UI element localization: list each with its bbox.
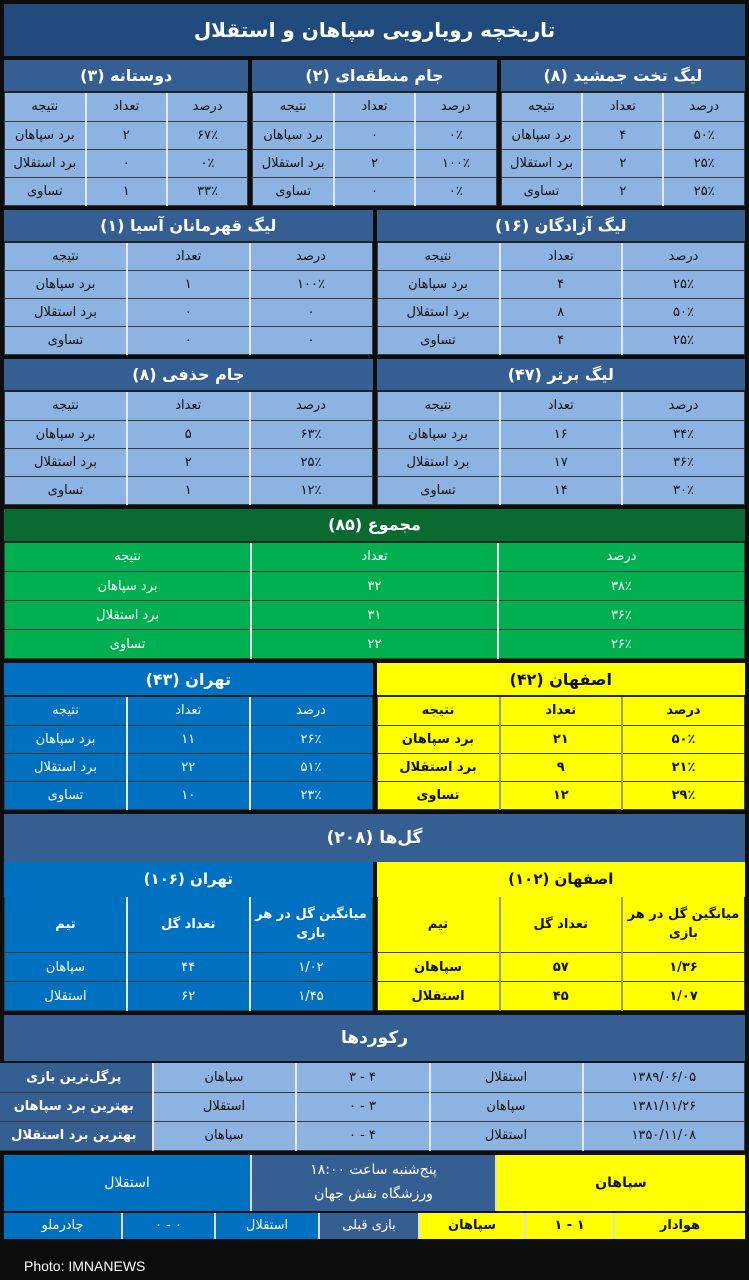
table-cell: تساوی <box>5 327 128 355</box>
column-header: تعداد <box>127 243 250 271</box>
match-info <box>4 1155 745 1239</box>
table-cell: ۳۸٪ <box>498 572 745 601</box>
record-away: استقلال <box>153 1092 296 1121</box>
table-row <box>377 982 745 1011</box>
table-cell: استقلال <box>377 982 500 1011</box>
table-row <box>5 121 248 149</box>
record-score: ۴ - ۳ <box>296 1063 430 1092</box>
table-row <box>501 121 744 149</box>
table-title: اصفهان (۴۲) <box>377 663 746 697</box>
column-header: درصد <box>415 93 496 121</box>
table-cell: ۰ <box>250 327 373 355</box>
table-cell: تساوی <box>501 177 582 205</box>
table-row <box>5 420 373 448</box>
results-table <box>4 697 373 810</box>
header-row <box>5 392 373 420</box>
table-cell: ۲۲ <box>127 753 250 781</box>
table-cell: ۲۱٪ <box>622 753 745 781</box>
table-cell: ۰ <box>127 299 250 327</box>
record-label: پرگل‌ترین بازی <box>0 1063 153 1092</box>
table-row <box>5 448 373 476</box>
match-time: پنج‌شنبه ساعت ۱۸:۰۰ <box>310 1161 437 1178</box>
table-cell: تساوی <box>377 327 500 355</box>
column-header: درصد <box>622 392 745 420</box>
table-title: لیگ تخت جمشید (۸) <box>501 60 745 93</box>
table-cell: ۲۵٪ <box>250 448 373 476</box>
table-cell: ۵۰٪ <box>663 121 744 149</box>
table-cell: برد استقلال <box>5 149 86 177</box>
column-header: درصد <box>622 243 745 271</box>
goals-table <box>4 897 373 1012</box>
table-row <box>5 327 373 355</box>
table-row <box>377 420 745 448</box>
competition-table <box>252 60 496 206</box>
table-cell: برد استقلال <box>5 753 128 781</box>
table-cell: برد سپاهان <box>5 271 128 299</box>
table-cell: برد استقلال <box>377 299 500 327</box>
goals-section <box>4 814 745 1012</box>
table-row <box>377 271 745 299</box>
header-row <box>377 697 745 725</box>
table-title: لیگ قهرمانان آسیا (۱) <box>4 210 373 243</box>
results-table <box>501 93 745 206</box>
table-cell: ۲۶٪ <box>250 725 373 753</box>
column-header: درصد <box>663 93 744 121</box>
away-team: استقلال <box>4 1155 250 1211</box>
table-cell: ۱۴ <box>500 476 623 504</box>
table-row <box>5 572 745 601</box>
column-header: تعداد <box>500 243 623 271</box>
column-header: تعداد <box>86 93 167 121</box>
record-score: ۳ - ۰ <box>296 1092 430 1121</box>
esteghlal-prev-score: ۰ - ۰ <box>121 1213 214 1239</box>
table-cell: برد سپاهان <box>253 121 334 149</box>
table-cell: ۱۰۰٪ <box>415 149 496 177</box>
column-header: درصد <box>498 543 745 572</box>
table-cell: تساوی <box>5 476 128 504</box>
table-row <box>5 177 248 205</box>
competition-table <box>377 359 746 505</box>
table-cell: برد استقلال <box>377 753 500 781</box>
record-score: ۴ - ۰ <box>296 1121 430 1150</box>
table-cell: ۰ <box>127 327 250 355</box>
competitions-row-1 <box>4 60 745 206</box>
table-cell: برد سپاهان <box>5 572 252 601</box>
table-cell: ۰٪ <box>415 177 496 205</box>
table-cell: برد استقلال <box>5 299 128 327</box>
competition-table <box>377 210 746 356</box>
table-cell: ۶۲ <box>127 982 250 1011</box>
table-row <box>5 149 248 177</box>
table-row <box>377 299 745 327</box>
table-cell: ۵۰٪ <box>622 299 745 327</box>
table-cell: ۴۵ <box>500 982 623 1011</box>
column-header: نتیجه <box>501 93 582 121</box>
table-cell: ۲۹٪ <box>622 781 745 809</box>
table-cell: تساوی <box>5 177 86 205</box>
table-cell: ۵۱٪ <box>250 753 373 781</box>
competition-table <box>4 210 373 356</box>
column-header: تعداد <box>127 697 250 725</box>
record-row <box>0 1092 745 1121</box>
header-row <box>377 243 745 271</box>
table-cell: تساوی <box>5 630 252 659</box>
table-cell: ۱ <box>127 271 250 299</box>
table-cell: ۶۷٪ <box>167 121 248 149</box>
column-header: تعداد <box>582 93 663 121</box>
record-date: ۱۳۸۱/۱۱/۲۶ <box>583 1092 745 1121</box>
table-title: تهران (۴۳) <box>4 663 373 697</box>
table-cell: ۳۲ <box>251 572 498 601</box>
table-cell: برد سپاهان <box>377 725 500 753</box>
records-section <box>4 1015 745 1151</box>
table-cell: تساوی <box>377 781 500 809</box>
home-team: سپاهان <box>497 1155 745 1211</box>
table-row <box>5 753 373 781</box>
column-header: نتیجه <box>253 93 334 121</box>
table-cell: ۲۵٪ <box>622 327 745 355</box>
table-cell: ۲ <box>127 448 250 476</box>
results-table <box>4 243 373 356</box>
table-cell: ۰٪ <box>167 149 248 177</box>
header-row <box>5 897 373 953</box>
table-cell: سپاهان <box>377 953 500 982</box>
column-header: تعداد <box>127 392 250 420</box>
goals-city-table <box>377 862 746 1012</box>
results-table <box>252 93 496 206</box>
table-row <box>5 476 373 504</box>
column-header: نتیجه <box>5 243 128 271</box>
table-cell: برد سپاهان <box>5 725 128 753</box>
table-cell: ۱۶ <box>500 420 623 448</box>
table-cell: ۸ <box>500 299 623 327</box>
table-row <box>5 299 373 327</box>
table-cell: ۳۶٪ <box>498 601 745 630</box>
table-cell: تساوی <box>253 177 334 205</box>
esteghlal-prev-opponent: چادرملو <box>4 1213 121 1239</box>
cities-row <box>4 663 745 810</box>
table-cell: ۵۷ <box>500 953 623 982</box>
competitions-row-3 <box>4 359 745 505</box>
column-header: نتیجه <box>5 543 252 572</box>
table-cell: ۲۲ <box>251 630 498 659</box>
record-label: بهترین برد استقلال <box>0 1121 153 1150</box>
column-header: تعداد گل <box>127 897 250 953</box>
table-cell: ۴ <box>582 121 663 149</box>
table-cell: تساوی <box>377 476 500 504</box>
table-cell: ۱/۰۲ <box>250 953 373 982</box>
column-header: تعداد <box>500 697 623 725</box>
table-row <box>377 753 745 781</box>
column-header: نتیجه <box>5 697 128 725</box>
table-cell: ۱ <box>86 177 167 205</box>
header-row <box>5 243 373 271</box>
table-row <box>377 953 745 982</box>
table-row <box>501 149 744 177</box>
goals-table <box>377 897 746 1012</box>
match-venue: ورزشگاه نقش جهان <box>314 1185 433 1202</box>
competitions-row-2 <box>4 210 745 356</box>
table-cell: ۲۶٪ <box>498 630 745 659</box>
column-header: نتیجه <box>5 392 128 420</box>
table-row <box>253 177 496 205</box>
table-cell: تساوی <box>5 781 128 809</box>
table-title: دوستانه (۳) <box>4 60 248 93</box>
records-table <box>0 1063 745 1151</box>
table-cell: برد استقلال <box>253 149 334 177</box>
column-header: تیم <box>5 897 128 953</box>
column-header: میانگین گل در هر بازی <box>250 897 373 953</box>
table-cell: ۲ <box>582 149 663 177</box>
results-table <box>4 93 248 206</box>
table-title: جام منطقه‌ای (۲) <box>252 60 496 93</box>
table-cell: ۲۱ <box>500 725 623 753</box>
total-table <box>4 509 745 660</box>
city-table <box>377 663 746 810</box>
table-title: مجموع (۸۵) <box>4 509 745 543</box>
table-cell: ۲ <box>334 149 415 177</box>
city-table <box>4 663 373 810</box>
results-table <box>4 392 373 505</box>
results-table <box>377 392 746 505</box>
table-cell: ۳۶٪ <box>622 448 745 476</box>
column-header: درصد <box>622 697 745 725</box>
table-row <box>377 448 745 476</box>
table-row <box>377 781 745 809</box>
record-label: بهترین برد سپاهان <box>0 1092 153 1121</box>
column-header: تیم <box>377 897 500 953</box>
table-cell: ۳۱ <box>251 601 498 630</box>
table-cell: برد سپاهان <box>377 420 500 448</box>
table-cell: ۱۲ <box>500 781 623 809</box>
table-row <box>501 177 744 205</box>
table-cell: ۰ <box>86 149 167 177</box>
table-cell: برد سپاهان <box>5 420 128 448</box>
table-cell: ۱۰۰٪ <box>250 271 373 299</box>
column-header: تعداد <box>334 93 415 121</box>
column-header: درصد <box>167 93 248 121</box>
table-row <box>5 630 745 659</box>
table-cell: ۲۳٪ <box>250 781 373 809</box>
table-cell: ۳۴٪ <box>622 420 745 448</box>
table-cell: ۴ <box>500 327 623 355</box>
header-row <box>501 93 744 121</box>
record-date: ۱۳۸۹/۰۶/۰۵ <box>583 1063 745 1092</box>
record-away: سپاهان <box>153 1063 296 1092</box>
table-cell: ۱۲٪ <box>250 476 373 504</box>
column-header: درصد <box>250 243 373 271</box>
previous-match-label: بازی قبلی <box>318 1213 418 1239</box>
column-header: درصد <box>250 392 373 420</box>
table-cell: برد استقلال <box>377 448 500 476</box>
column-header: میانگین گل در هر بازی <box>622 897 745 953</box>
table-row <box>253 121 496 149</box>
page-title: تاریخچه رویارویی سپاهان و استقلال <box>4 4 745 60</box>
table-cell: ۰ <box>334 177 415 205</box>
results-table <box>4 543 745 660</box>
table-title: جام حذفی (۸) <box>4 359 373 392</box>
table-cell: ۱ <box>127 476 250 504</box>
table-cell: ۰ <box>334 121 415 149</box>
table-row <box>253 149 496 177</box>
table-cell: ۶۳٪ <box>250 420 373 448</box>
header-row <box>253 93 496 121</box>
record-row <box>0 1121 745 1150</box>
results-table <box>377 697 746 810</box>
table-cell: سپاهان <box>5 953 128 982</box>
table-row <box>5 781 373 809</box>
esteghlal-prev-team: استقلال <box>214 1213 318 1239</box>
competition-table <box>501 60 745 206</box>
goals-title: گل‌ها (۲۰۸) <box>4 814 745 862</box>
table-cell: ۱/۰۷ <box>622 982 745 1011</box>
table-cell: ۲ <box>86 121 167 149</box>
record-home: استقلال <box>430 1063 583 1092</box>
column-header: نتیجه <box>5 93 86 121</box>
table-cell: ۵۰٪ <box>622 725 745 753</box>
table-cell: استقلال <box>5 982 128 1011</box>
table-title: لیگ آزادگان (۱۶) <box>377 210 746 243</box>
table-cell: ۱/۴۵ <box>250 982 373 1011</box>
record-date: ۱۳۵۰/۱۱/۰۸ <box>583 1121 745 1150</box>
record-away: سپاهان <box>153 1121 296 1150</box>
column-header: نتیجه <box>377 243 500 271</box>
header-row <box>5 697 373 725</box>
goals-city-table <box>4 862 373 1012</box>
match-time-venue <box>250 1155 497 1211</box>
sepahan-prev-team: سپاهان <box>418 1213 524 1239</box>
table-cell: برد استقلال <box>5 448 128 476</box>
table-cell: ۲۵٪ <box>663 149 744 177</box>
table-cell: ۱۷ <box>500 448 623 476</box>
column-header: درصد <box>250 697 373 725</box>
records-title: رکوردها <box>4 1015 745 1063</box>
table-cell: ۹ <box>500 753 623 781</box>
header-row <box>377 392 745 420</box>
table-cell: ۳۰٪ <box>622 476 745 504</box>
fans-label: هوادار <box>613 1213 745 1239</box>
table-row <box>5 953 373 982</box>
total-row <box>4 509 745 660</box>
column-header: تعداد گل <box>500 897 623 953</box>
header-row <box>5 543 745 572</box>
table-cell: ۰٪ <box>415 121 496 149</box>
table-cell: ۴۴ <box>127 953 250 982</box>
table-title: لیگ برتر (۴۷) <box>377 359 746 392</box>
header-row <box>377 897 745 953</box>
table-cell: برد استقلال <box>5 601 252 630</box>
table-cell: ۲۵٪ <box>622 271 745 299</box>
record-home: استقلال <box>430 1121 583 1150</box>
table-cell: برد سپاهان <box>377 271 500 299</box>
photo-credit: Photo: IMNANEWS <box>24 1258 146 1274</box>
table-cell: ۱۱ <box>127 725 250 753</box>
sepahan-prev-score: ۱ - ۱ <box>524 1213 613 1239</box>
table-row <box>377 476 745 504</box>
table-cell: ۲۵٪ <box>663 177 744 205</box>
table-cell: ۰ <box>250 299 373 327</box>
record-row <box>0 1063 745 1092</box>
column-header: تعداد <box>251 543 498 572</box>
table-cell: برد سپاهان <box>5 121 86 149</box>
header-row <box>5 93 248 121</box>
table-row <box>377 725 745 753</box>
competition-table <box>4 359 373 505</box>
table-row <box>5 725 373 753</box>
table-cell: ۴ <box>500 271 623 299</box>
table-cell: برد استقلال <box>501 149 582 177</box>
table-row <box>5 271 373 299</box>
goals-row <box>4 862 745 1012</box>
record-home: سپاهان <box>430 1092 583 1121</box>
column-header: نتیجه <box>377 392 500 420</box>
results-table <box>377 243 746 356</box>
table-cell: ۱/۳۶ <box>622 953 745 982</box>
goals-city-title: اصفهان (۱۰۲) <box>377 862 746 897</box>
competition-table <box>4 60 248 206</box>
table-cell: ۵ <box>127 420 250 448</box>
table-row <box>5 601 745 630</box>
column-header: تعداد <box>500 392 623 420</box>
table-row <box>377 327 745 355</box>
table-cell: ۲ <box>582 177 663 205</box>
table-cell: برد سپاهان <box>501 121 582 149</box>
table-cell: ۳۳٪ <box>167 177 248 205</box>
column-header: نتیجه <box>377 697 500 725</box>
goals-city-title: تهران (۱۰۶) <box>4 862 373 897</box>
table-cell: ۱۰ <box>127 781 250 809</box>
table-row <box>5 982 373 1011</box>
